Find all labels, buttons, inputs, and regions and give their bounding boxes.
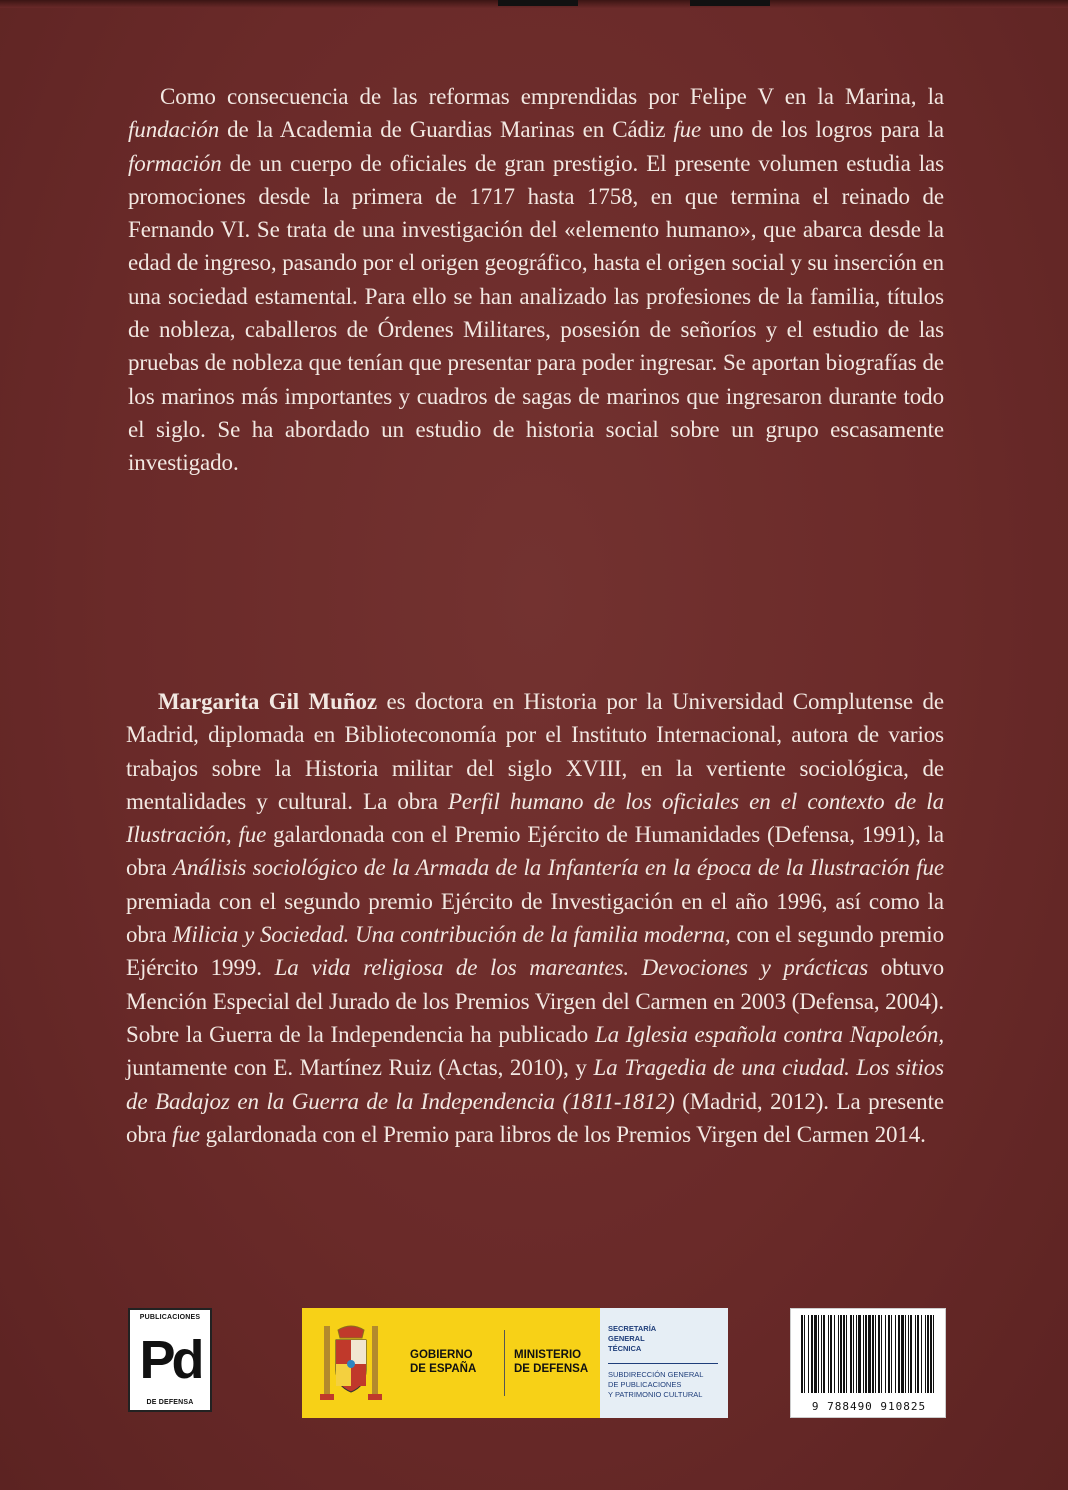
top-tab bbox=[498, 0, 578, 6]
gov-logo-separator bbox=[504, 1330, 505, 1396]
ministerio-defensa-logo bbox=[302, 1308, 728, 1418]
secretaria-general-tecnica-text: SECRETARÍA GENERAL TÉCNICA bbox=[608, 1324, 657, 1353]
gov-logo-blue-rule bbox=[608, 1363, 718, 1364]
synopsis-paragraph: Como consecuencia de las reformas emprendidas por Felipe V en la Marina, la fundación de la Academia de Guardias Marinas en Cádiz fue uno de los logros para la formación de un cuerpo de oficiales de gran prestigio. El presente volumen estudia las promociones desde la primera de 1717 hasta 1758, en que termina el reinado de Fernando VI. Se trata de una investigación del «elemento humano», que abarca desde la edad de ingreso, pasando por el origen geográfico, hasta el origen social y su inserción en una sociedad estamental. Para ello se han analizado las profesiones de la familia, títulos de nobleza, caballeros de Órdenes Militares, posesión de señoríos y el estudio de las pruebas de nobleza que tenían que presentar para poder ingresar. Se aportan biografías de los marinos más importantes y cuadros de sagas de marinos que ingresaron durante todo el siglo. Se ha abordado un estudio de historia social sobre un grupo escasamente investigado. bbox=[128, 84, 944, 476]
ministerio-de-defensa-text: MINISTERIO DE DEFENSA bbox=[514, 1349, 589, 1375]
coat-of-arms-icon bbox=[316, 1324, 386, 1404]
top-tab bbox=[690, 0, 770, 6]
gobierno-de-espana-text: GOBIERNO DE ESPAÑA bbox=[410, 1349, 477, 1375]
pd-logo-bottom-text: DE DEFENSA bbox=[146, 1399, 194, 1406]
isbn-barcode bbox=[790, 1308, 946, 1418]
publicaciones-defensa-logo bbox=[128, 1308, 212, 1412]
pd-logo-top-text: PUBLICACIONES bbox=[139, 1314, 201, 1321]
isbn-number: 9 788490 910825 bbox=[811, 1400, 927, 1413]
author-name: Margarita Gil Muñoz bbox=[158, 689, 378, 714]
barcode-bars-icon bbox=[797, 1315, 941, 1395]
subdireccion-publicaciones-text: SUBDIRECCIÓN GENERAL DE PUBLICACIONES Y PATRIMONIO CULTURAL bbox=[608, 1370, 704, 1399]
pd-logo-mark: Pd bbox=[139, 1330, 201, 1390]
author-bio-paragraph: Margarita Gil Muñoz es doctora en Historia por la Universidad Complutense de Madrid, diplomada en Biblioteconomía por el Instituto Internacional, autora de varios trabajos sobre la Historia militar del siglo XVIII, en la vertiente sociológica, de mentalidades y cultural. La obra Perfil humano de los oficiales en el contexto de la Ilustración, fue galardonada con el Premio Ejército de Humanidades (Defensa, 1991), la obra Análisis sociológico de la Armada de la Infantería en la época de la Ilustración fue premiada con el segundo premio Ejército de Investigación en el año 1996, así como la obra Milicia y Sociedad. Una contribución de la familia moderna, con el segundo premio Ejército 1999. La vida religiosa de los mareantes. Devociones y prácticas obtuvo Mención Especial del Jurado de los Premios Virgen del Carmen en 2003 (Defensa, 2004). Sobre la Guerra de la Independencia ha publicado La Iglesia española contra Napoleón, juntamente con E. Martínez Ruiz (Actas, 2010), y La Tragedia de una ciudad. Los sitios de Badajoz en la Guerra de la Independencia (1811-1812) (Madrid, 2012). La presente obra fue galardonada con el Premio para libros de los Premios Virgen del Carmen 2014. bbox=[126, 689, 944, 1147]
